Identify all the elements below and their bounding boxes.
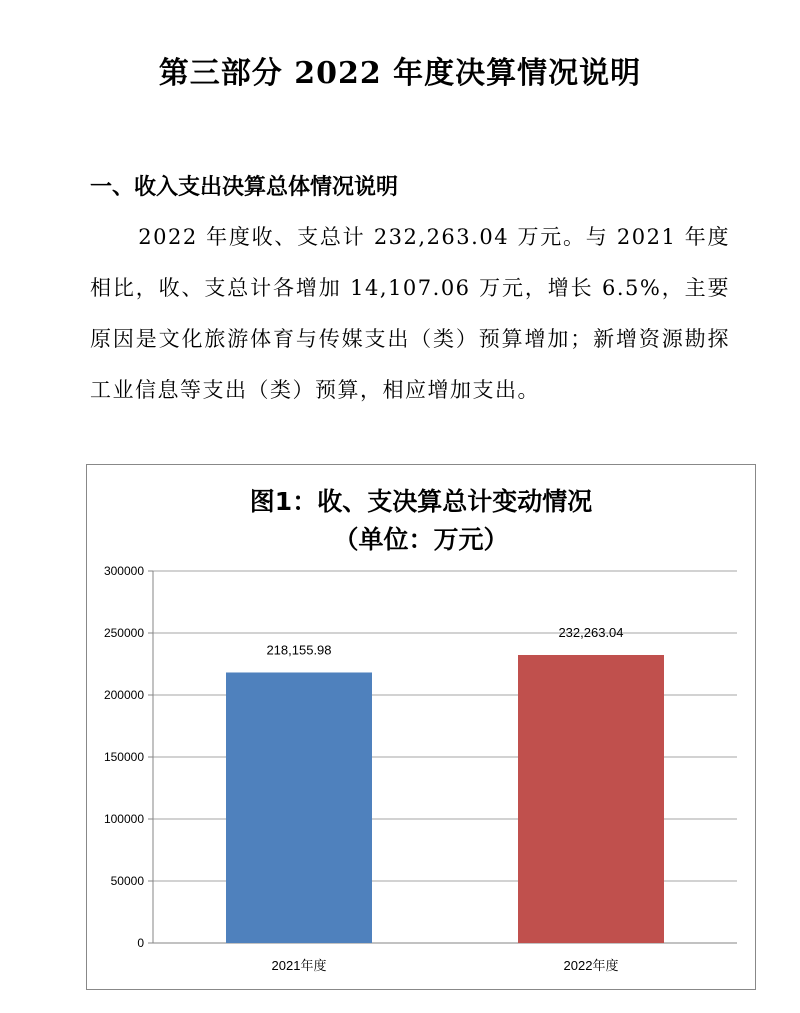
y-tick-label: 0 xyxy=(137,936,144,950)
bar xyxy=(226,672,372,943)
chart-subtitle: （单位：万元） xyxy=(333,525,509,554)
bar xyxy=(518,655,664,943)
section-heading: 一、收入支出决算总体情况说明 xyxy=(90,175,399,200)
page-title: 第三部分 2022 年度决算情况说明 xyxy=(158,56,642,91)
paragraph-text: 2022 年度收、支总计 232,263.04 万元。与 2021 年度相比，收、支总计各增加 14,107.06 万元，增长 6.5%，主要原因是文化旅游体育与传媒支出（类）预算增加；新增资源勘探工业信息等支出（类）预算，相应增加支出。 xyxy=(90,225,730,402)
body-paragraph xyxy=(90,212,730,416)
y-tick-label: 250000 xyxy=(103,626,144,640)
y-tick-label: 100000 xyxy=(103,812,144,826)
data-label: 232,263.04 xyxy=(558,624,624,640)
data-label: 218,155.98 xyxy=(266,642,332,658)
x-tick-label: 2022年度 xyxy=(563,958,619,973)
y-tick-label: 300000 xyxy=(103,564,144,578)
y-tick-label: 200000 xyxy=(103,688,144,702)
y-tick-label: 50000 xyxy=(110,874,144,888)
x-tick-label: 2021年度 xyxy=(271,958,327,973)
y-tick-label: 150000 xyxy=(103,750,144,764)
bar-chart xyxy=(87,465,755,989)
chart-title: 图1：收、支决算总计变动情况 xyxy=(249,487,593,516)
chart-frame xyxy=(86,464,756,990)
